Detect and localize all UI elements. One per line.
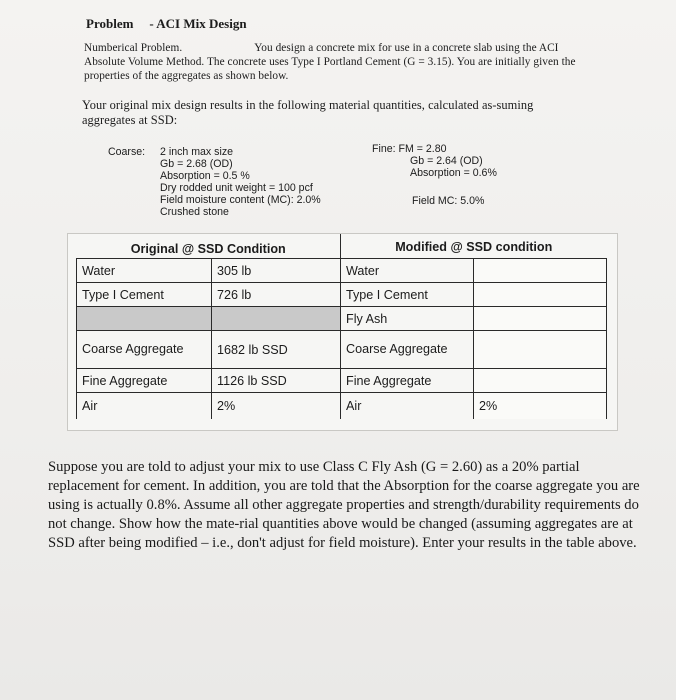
modified-material-cell: Fly Ash (341, 307, 474, 331)
fine-item: Absorption = 0.6% (410, 167, 497, 179)
coarse-item: Dry rodded unit weight = 100 pcf (160, 182, 313, 194)
original-value-cell (212, 307, 341, 331)
modified-material-cell: Fine Aggregate (341, 369, 474, 393)
table-row (77, 307, 607, 331)
modified-header: Modified @ SSD condition (341, 234, 607, 259)
material-cell: Air (77, 393, 212, 419)
table-row (77, 331, 607, 369)
material-cell: Fine Aggregate (77, 369, 212, 393)
mix-table-container (68, 234, 617, 430)
modified-value-cell[interactable] (474, 283, 607, 307)
original-value-cell: 1682 lb SSD (212, 331, 341, 369)
table-header-row (77, 234, 607, 259)
coarse-item: 2 inch max size (160, 146, 234, 158)
coarse-item: Gb = 2.68 (OD) (160, 158, 233, 170)
intro-paragraph (84, 41, 584, 83)
modified-material-cell: Coarse Aggregate (341, 331, 474, 369)
original-header: Original @ SSD Condition (77, 234, 341, 259)
modified-material-cell: Type I Cement (341, 283, 474, 307)
fine-item: FM = 2.80 (398, 143, 447, 155)
original-intro-paragraph: Your original mix design results in the following material quantities, calculated as-suming aggregates at SSD: (82, 98, 534, 127)
fine-item: Gb = 2.64 (OD) (410, 155, 483, 167)
problem-label: Problem (86, 16, 134, 31)
modified-value-cell[interactable] (474, 331, 607, 369)
problem-title: - ACI Mix Design (149, 16, 247, 31)
fine-label: Fine: (372, 143, 396, 155)
material-cell: Coarse Aggregate (77, 331, 212, 369)
intro-text: You design a concrete mix for use in a concrete slab using the ACI Absolute Volume Method. The concrete uses Type I Portland Cement (G = 3.15). You are initially given the properties of the aggregates as shown below. (84, 42, 576, 82)
material-cell: Type I Cement (77, 283, 212, 307)
table-row (77, 393, 607, 419)
original-value-cell: 305 lb (212, 259, 341, 283)
modified-value-cell[interactable] (474, 307, 607, 331)
intro-label: Numberical Problem. (84, 42, 183, 54)
original-value-cell: 726 lb (212, 283, 341, 307)
modified-value-cell[interactable] (474, 259, 607, 283)
original-value-cell: 1126 lb SSD (212, 369, 341, 393)
coarse-item: Absorption = 0.5 % (160, 170, 250, 182)
material-cell (77, 307, 212, 331)
instructions-paragraph: Suppose you are told to adjust your mix to use Class C Fly Ash (G = 2.60) as a 20% partial replacement for cement. In addition, you are told that the Absorption for the coarse aggregate you are using is actually 0.8%. Assume all other aggregate properties and strength/durability requirements do not change. Show how the mate-rial quantities above would be changed (assuming aggregates are at SSD after being modified – i.e., don't adjust for field moisture). Enter your results in the table above. (48, 459, 640, 551)
fine-field-mc: Field MC: 5.0% (412, 195, 485, 207)
fine-properties (372, 143, 572, 207)
modified-material-cell: Air (341, 393, 474, 419)
material-cell: Water (77, 259, 212, 283)
table-row (77, 369, 607, 393)
table-row (77, 259, 607, 283)
problem-heading (86, 16, 247, 32)
coarse-label: Coarse: (108, 146, 146, 158)
table-row (77, 283, 607, 307)
modified-material-cell: Water (341, 259, 474, 283)
coarse-item: Crushed stone (160, 206, 229, 218)
modified-value-cell[interactable]: 2% (474, 393, 607, 419)
original-value-cell: 2% (212, 393, 341, 419)
coarse-item: Field moisture content (MC): 2.0% (160, 194, 321, 206)
mix-design-table (76, 234, 607, 419)
modified-value-cell[interactable] (474, 369, 607, 393)
